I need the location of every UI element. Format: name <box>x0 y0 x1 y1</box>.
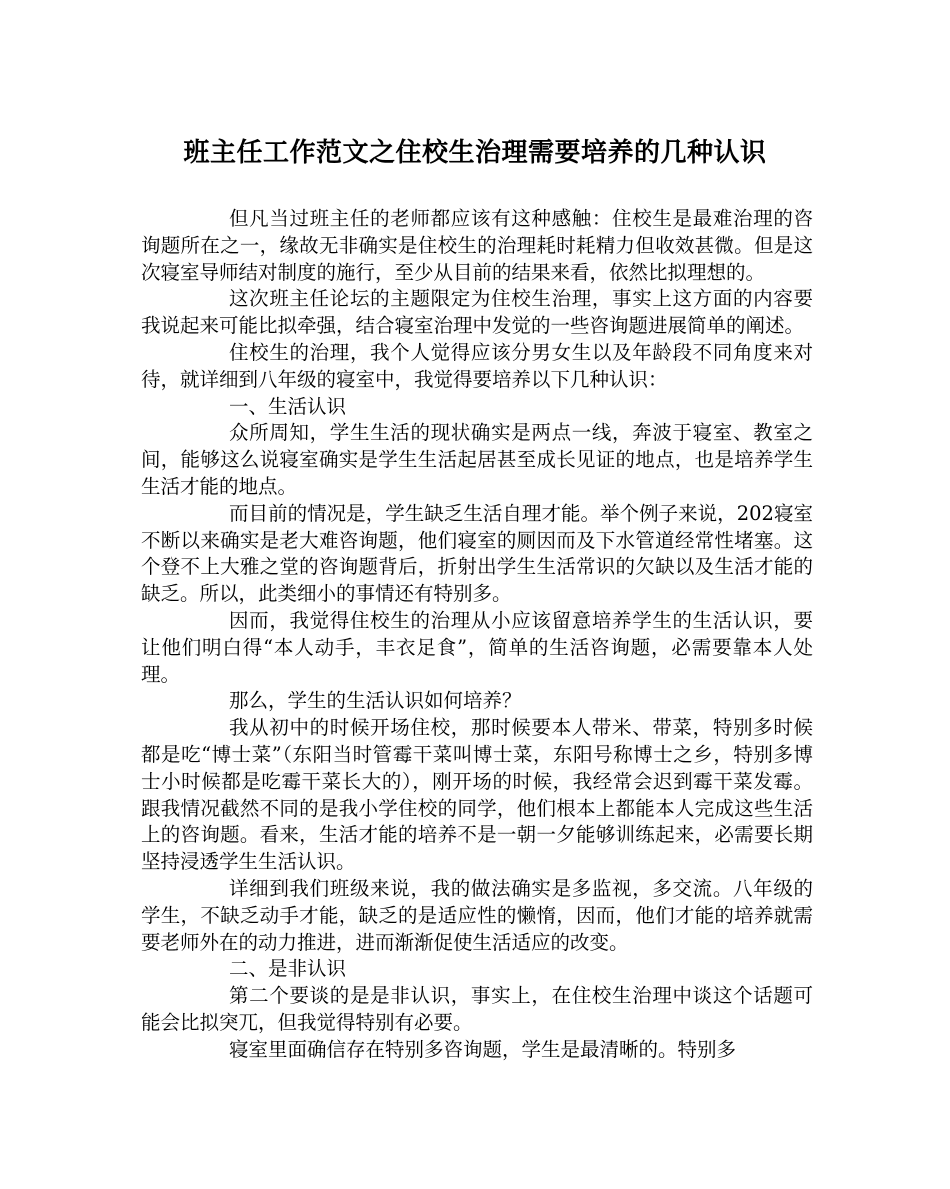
paragraph-1: 但凡当过班主任的老师都应该有这种感触：住校生是最难治理的咨询题所在之一，缘故无非确实是住校生的治理耗时耗精力但收效甚微。但是这次寝室导师结对制度的施行，至少从目前的结果来看，依然比拟理想的。 <box>141 207 813 284</box>
paragraph-7: 因而，我觉得住校生的治理从小应该留意培养学生的生活认识，要让他们明白得“本人动手，丰衣足食”，简单的生活咨询题，必需要靠本人处理。 <box>141 608 813 686</box>
paragraph-6: 而目前的情况是，学生缺乏生活自理才能。举个例子来说，202寝室不断以来确实是老大难咨询题，他们寝室的厕因而及下水管道经常性堵塞。这个登不上大雅之堂的咨询题背后，折射出学生生活常识的欠缺以及生活才能的缺乏。所以，此类细小的事情还有特别多。 <box>141 501 813 606</box>
paragraph-13: 寝室里面确信存在特别多咨询题，学生是最清晰的。特别多 <box>229 1037 737 1061</box>
paragraph-8: 那么，学生的生活认识如何培养？ <box>229 689 522 713</box>
paragraph-9: 我从初中的时候开场住校，那时候要本人带米、带菜，特别多时候都是吃“博士菜”（东阳当时管霉干菜叫博士菜，东阳号称博士之乡，特别多博士小时候都是吃霉干菜长大的），刚开场的时候，我经常会迟到霉干菜发霉。跟我情况截然不同的是我小学住校的同学，他们根本上都能本人完成这些生活上的咨询题。看来，生活才能的培养不是一朝一夕能够训练起来，必需要长期坚持浸透学生生活认识。 <box>141 716 813 874</box>
section-heading-right-wrong-awareness: 二、是非认识 <box>229 957 347 981</box>
paragraph-12: 第二个要谈的是是非认识，事实上，在住校生治理中谈这个话题可能会比拟突兀，但我觉得特别有必要。 <box>141 984 813 1034</box>
paragraph-2: 这次班主任论坛的主题限定为住校生治理，事实上这方面的内容要我说起来可能比拟牵强，结合寝室治理中发觉的一些咨询题进展简单的阐述。 <box>141 287 813 338</box>
paragraph-10: 详细到我们班级来说，我的做法确实是多监视，多交流。八年级的学生，不缺乏动手才能，缺乏的是适应性的懒惰，因而，他们才能的培养就需要老师外在的动力推进，进而渐渐促使生活适应的改变。 <box>141 876 813 954</box>
document-body <box>141 206 813 1064</box>
section-heading-life-awareness: 一、生活认识 <box>229 394 347 418</box>
paragraph-3: 住校生的治理，我个人觉得应该分男女生以及年龄段不同角度来对待，就详细到八年级的寝室中，我觉得要培养以下几种认识： <box>141 340 813 391</box>
paragraph-5: 众所周知，学生生活的现状确实是两点一线，奔波于寝室、教室之间，能够这么说寝室确实是学生生活起居甚至成长见证的地点，也是培养学生生活才能的地点。 <box>141 421 813 498</box>
document-title: 班主任工作范文之住校生治理需要培养的几种认识 <box>183 138 767 168</box>
